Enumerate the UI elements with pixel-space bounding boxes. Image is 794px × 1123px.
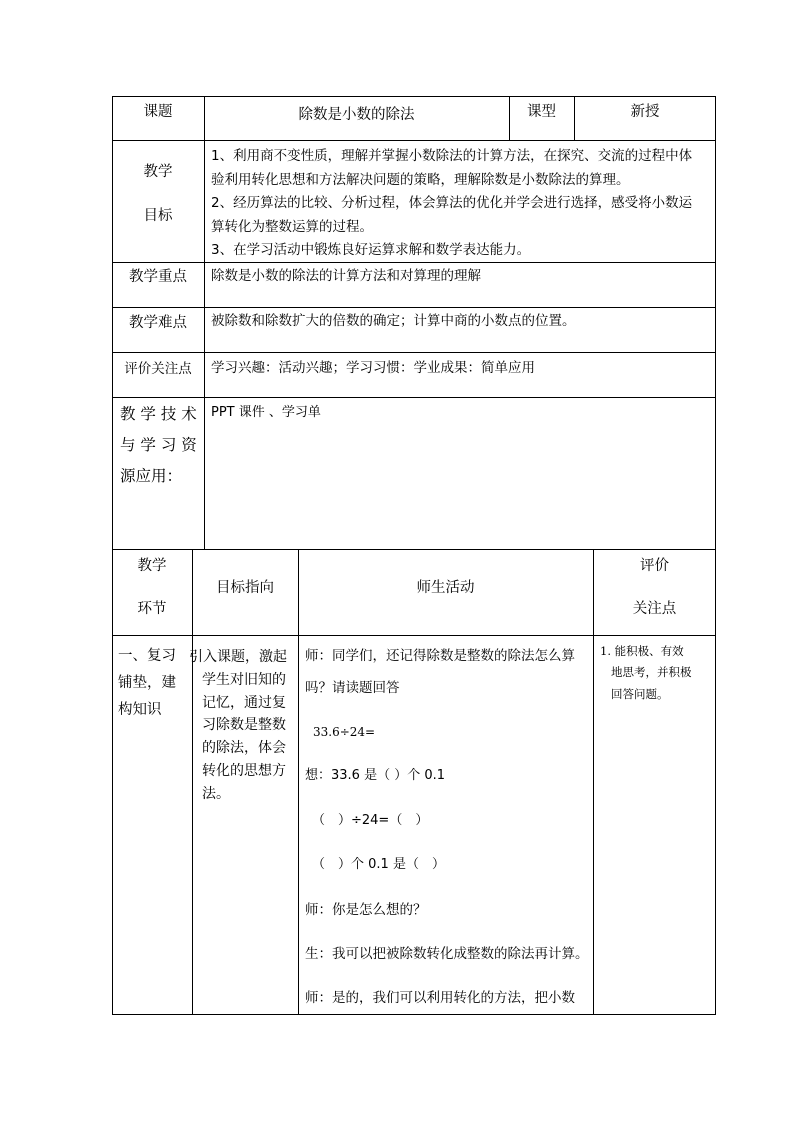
activity-line: 师：同学们，还记得除数是整数的除法怎么算: [305, 648, 575, 664]
goal-line: 的除法，体会: [202, 740, 286, 757]
difficulty-label: 教学难点: [129, 315, 187, 331]
difficulty-value: 被除数和除数扩大的倍数的确定；计算中商的小数点的位置。: [211, 313, 576, 329]
table-rule: [112, 307, 716, 308]
topic-label: 课题: [143, 104, 173, 120]
activity-line: 33.6÷24=: [313, 725, 376, 739]
resources-label: 与 学 习 资: [120, 436, 197, 454]
objectives-label: 目标: [143, 208, 173, 224]
goal-line: 学生对旧知的: [202, 671, 286, 688]
topic-value: 除数是小数的除法: [298, 107, 415, 123]
activity-line: 师：你是怎么想的？: [305, 902, 427, 918]
resources-label: 教 学 技 术: [120, 405, 197, 423]
table-rule: [112, 352, 716, 353]
table-rule: [112, 397, 716, 398]
goal-header: 目标指向: [216, 580, 274, 596]
table-rule: [112, 140, 716, 141]
evaluation-value: 学习兴趣：活动兴趣；学习习惯：学业成果：简单应用: [211, 360, 535, 376]
objective-line: 2、经历算法的比较、分析过程，体会算法的优化并学会进行选择，感受将小数运: [211, 195, 693, 211]
objective-line: 1、利用商不变性质，理解并掌握小数除法的计算方法，在探究、交流的过程中体: [211, 148, 693, 164]
table-rule: [298, 549, 299, 1015]
eval-line: 地思考，并积极: [611, 665, 692, 679]
stage-name: 构知识: [118, 702, 162, 718]
eval-header: 评价: [640, 558, 669, 574]
eval-header: 关注点: [632, 601, 677, 617]
goal-line: 引入课题，激起: [189, 649, 287, 665]
activity-line: 想：33.6 是（ ）个 0.1: [305, 768, 446, 783]
stage-name: 一、复习: [118, 648, 176, 664]
table-rule: [112, 635, 716, 636]
goal-line: 记忆，通过复: [202, 694, 286, 711]
table-rule: [593, 549, 594, 1015]
stage-header: 教学: [137, 558, 167, 574]
activity-line: 吗？请读题回答: [305, 680, 400, 696]
key-point-label: 教学重点: [129, 269, 187, 285]
activity-header: 师生活动: [416, 580, 475, 596]
type-label: 课型: [527, 104, 556, 120]
activity-line: （ ）÷24=（ ）: [312, 813, 429, 828]
objective-line: 3、在学习活动中锻炼良好运算求解和数学表达能力。: [211, 242, 531, 258]
stage-header: 环节: [137, 601, 167, 617]
activity-line: 生：我可以把被除数转化成整数的除法再计算。: [305, 946, 589, 962]
stage-goal: [189, 646, 297, 806]
goal-line: 转化的思想方: [202, 762, 286, 779]
stage-name: 铺垫，建: [118, 675, 176, 691]
evaluation-label: 评价关注点: [124, 361, 192, 377]
objectives-label: 教学: [143, 164, 173, 180]
objectives-text: [211, 145, 713, 263]
key-point-value: 除数是小数的除法的计算方法和对算理的理解: [211, 268, 481, 284]
activity-line: （ ）个 0.1 是（ ）: [312, 857, 445, 872]
objective-line: 验利用转化思想和方法解决问题的策略，理解除数是小数除法的算理。: [211, 171, 630, 188]
objective-line: 算转化为整数运算的过程。: [211, 218, 373, 235]
resources-value: PPT 课件 、学习单: [211, 405, 321, 420]
type-value: 新授: [630, 104, 660, 120]
goal-line: 法。: [202, 785, 230, 802]
activity-line: 师：是的，我们可以利用转化的方法，把小数: [305, 990, 575, 1006]
eval-line: 回答问题。: [611, 687, 669, 701]
resources-label: 源应用：: [120, 467, 183, 485]
eval-line: 1. 能积极、有效: [600, 644, 684, 658]
table-rule: [204, 96, 205, 550]
goal-line: 习除数是整数: [202, 717, 286, 734]
